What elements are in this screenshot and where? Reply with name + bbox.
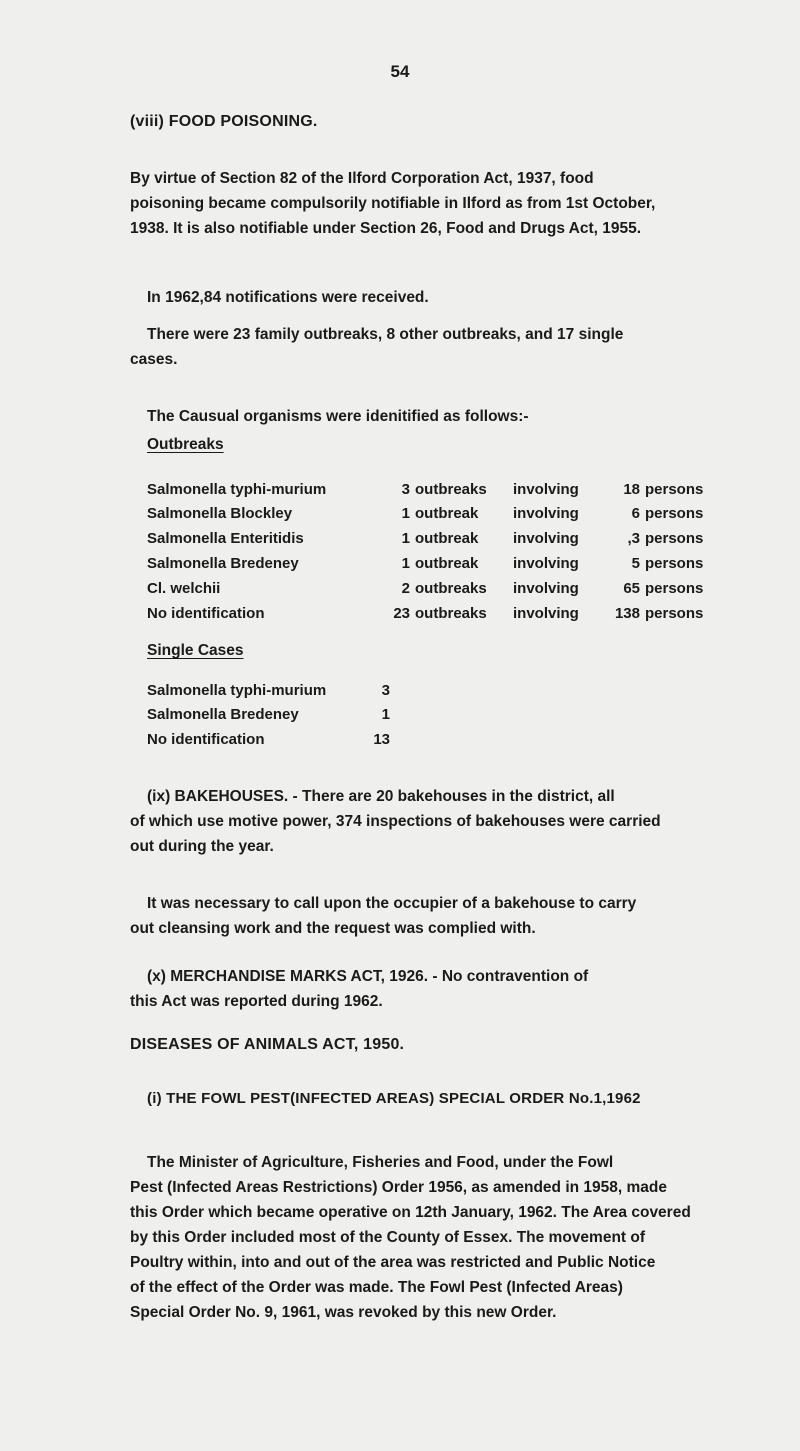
text-line: this Act was reported during 1962.: [130, 993, 383, 1010]
persons-cell: 18: [623, 481, 640, 498]
persons-label-cell: persons: [645, 481, 704, 498]
organism-cell: Salmonella Blockley: [147, 505, 293, 522]
text-line: by this Order included most of the County of Essex. The movement of: [130, 1229, 646, 1246]
count-cell: 1: [401, 530, 410, 547]
text-line: Pest (Infected Areas Restrictions) Order 1956, as amended in 1958, made: [130, 1179, 667, 1196]
single-cases-subheading: Single Cases: [147, 642, 244, 659]
count-cell: 1: [401, 555, 410, 572]
text-line: poisoning became compulsorily notifiable in Ilford as from 1st October,: [130, 195, 656, 212]
text-line: out during the year.: [130, 838, 274, 855]
food-poisoning-heading: (viii) FOOD POISONING.: [130, 113, 318, 130]
organism-cell: Cl. welchii: [147, 580, 221, 597]
unit-cell: outbreak: [415, 505, 479, 522]
count-cell: 13: [373, 731, 390, 748]
outbreaks-subheading: Outbreaks: [147, 436, 224, 453]
persons-cell: 5: [631, 555, 640, 572]
text-line: of which use motive power, 374 inspections of bakehouses were carried: [130, 813, 661, 830]
count-cell: 1: [401, 505, 410, 522]
text-line: out cleansing work and the request was complied with.: [130, 920, 536, 937]
text-line: Poultry within, into and out of the area was restricted and Public Notice: [130, 1254, 656, 1271]
notifications-paragraph: In 1962,84 notifications were received.: [147, 289, 429, 306]
outbreaks-summary-paragraph: [130, 322, 736, 372]
bakehouse-cleansing-paragraph: [130, 891, 736, 941]
persons-label-cell: persons: [645, 605, 704, 622]
organism-cell: No identification: [147, 605, 265, 622]
text-line: 1938. It is also notifiable under Section 26, Food and Drugs Act, 1955.: [130, 220, 642, 237]
bakehouses-paragraph: [130, 784, 736, 859]
persons-cell: 6: [631, 505, 640, 522]
persons-cell: 65: [623, 580, 640, 597]
organism-cell: Salmonella Bredeney: [147, 706, 299, 723]
organism-cell: Salmonella Bredeney: [147, 555, 299, 572]
persons-label-cell: persons: [645, 505, 704, 522]
unit-cell: outbreak: [415, 530, 479, 547]
persons-label-cell: persons: [645, 580, 704, 597]
count-cell: 1: [381, 706, 390, 723]
text-line: this Order which became operative on 12th January, 1962. The Area covered: [130, 1204, 691, 1221]
text-line: There were 23 family outbreaks, 8 other outbreaks, and 17 single: [147, 326, 624, 343]
text-line: It was necessary to call upon the occupier of a bakehouse to carry: [147, 895, 637, 912]
count-cell: 23: [393, 605, 410, 622]
fowl-pest-order-heading: (i) THE FOWL PEST(INFECTED AREAS) SPECIAL ORDER No.1,1962: [147, 1090, 641, 1107]
diseases-of-animals-heading: DISEASES OF ANIMALS ACT, 1950.: [130, 1036, 405, 1053]
persons-cell: 138: [614, 605, 640, 622]
organism-cell: No identification: [147, 731, 265, 748]
persons-cell: ,3: [627, 530, 640, 547]
persons-label-cell: persons: [645, 530, 704, 547]
count-cell: 3: [381, 682, 390, 699]
text-line: The Minister of Agriculture, Fisheries and Food, under the Fowl: [147, 1154, 614, 1171]
text-line: Special Order No. 9, 1961, was revoked by this new Order.: [130, 1304, 557, 1321]
organism-cell: Salmonella Enteritidis: [147, 530, 304, 547]
verb-cell: involving: [513, 505, 579, 522]
causal-organisms-intro: The Causual organisms were idenitified as follows:-: [147, 408, 529, 425]
food-poisoning-paragraph-1: [130, 166, 736, 241]
verb-cell: involving: [513, 555, 579, 572]
verb-cell: involving: [513, 481, 579, 498]
organism-cell: Salmonella typhi-murium: [147, 481, 327, 498]
text-line: cases.: [130, 351, 178, 368]
unit-cell: outbreak: [415, 555, 479, 572]
count-cell: 2: [401, 580, 410, 597]
verb-cell: involving: [513, 605, 579, 622]
unit-cell: outbreaks: [415, 481, 487, 498]
unit-cell: outbreaks: [415, 580, 487, 597]
organism-cell: Salmonella typhi-murium: [147, 682, 327, 699]
persons-label-cell: persons: [645, 555, 704, 572]
text-line: (x) MERCHANDISE MARKS ACT, 1926. - No contravention of: [147, 968, 589, 985]
text-line: (ix) BAKEHOUSES. - There are 20 bakehouses in the district, all: [147, 788, 615, 805]
verb-cell: involving: [513, 580, 579, 597]
verb-cell: involving: [513, 530, 579, 547]
unit-cell: outbreaks: [415, 605, 487, 622]
fowl-pest-paragraph: [130, 1150, 736, 1325]
text-line: of the effect of the Order was made. The Fowl Pest (Infected Areas): [130, 1279, 623, 1296]
count-cell: 3: [401, 481, 410, 498]
text-line: By virtue of Section 82 of the Ilford Corporation Act, 1937, food: [130, 170, 594, 187]
merchandise-marks-paragraph: [130, 964, 736, 1014]
page-number: 54: [390, 62, 410, 81]
